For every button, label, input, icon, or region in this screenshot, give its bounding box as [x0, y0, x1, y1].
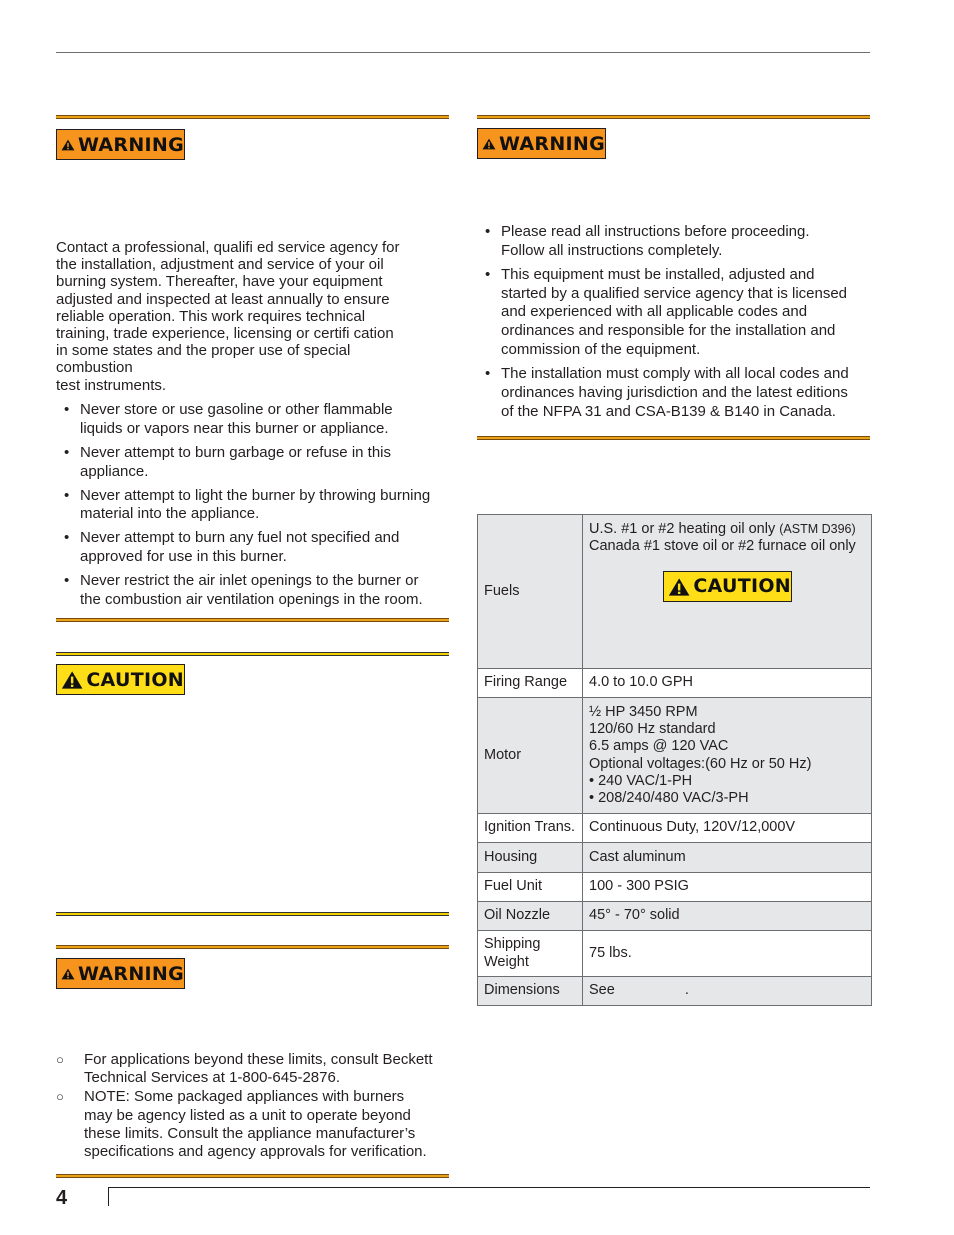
list-item-line: NOTE: Some packaged appliances with burners	[84, 1088, 405, 1106]
bullet-marker: •	[485, 265, 491, 283]
table-row-shipping-weight	[478, 931, 872, 977]
caution-rule-bottom	[56, 912, 449, 916]
warning-paragraph-line: test instruments.	[56, 376, 167, 394]
warning2-rule-bottom	[56, 1174, 449, 1178]
bullet-marker: •	[64, 401, 70, 418]
bullet-marker: •	[64, 486, 70, 504]
motor-value	[583, 698, 872, 814]
list-item-line: Never restrict the air inlet openings to the burner or	[80, 572, 419, 590]
fuels-line-1: U.S. #1 or #2 heating oil only	[589, 521, 780, 537]
list-item-line: Never attempt to burn garbage or refuse in this	[80, 443, 392, 461]
list-item	[56, 1088, 451, 1161]
list-item-line: The installation must comply with all local codes and	[501, 364, 849, 382]
caution-badge	[56, 664, 185, 695]
warning-paragraph-line: burning system. Thereafter, have your equipment	[56, 273, 383, 291]
shipping-weight-label	[478, 931, 583, 977]
fuels-caution-label: CAUTION	[693, 574, 791, 597]
list-item-line: ordinances having jurisdiction and the latest editions	[501, 383, 848, 401]
right-warning-badge-label: WARNING	[498, 132, 605, 155]
fuels-standard: (ASTM D396)	[779, 522, 856, 536]
ignition-value: Continuous Duty, 120V/12,000V	[583, 814, 872, 843]
list-item-line: these limits. Consult the appliance manufacturer’s	[84, 1124, 416, 1142]
housing-value: Cast aluminum	[583, 843, 872, 873]
warning-triangle-icon	[61, 134, 75, 156]
warning-paragraph-line: training, trade experience, licensing or certifi cation	[56, 325, 394, 343]
oil-nozzle-label: Oil Nozzle	[478, 902, 583, 931]
list-item-line: ordinances and responsible for the installation and	[501, 322, 836, 340]
warning-triangle-icon	[61, 669, 83, 691]
table-row-fuels	[478, 515, 872, 669]
warning2-badge	[56, 958, 185, 989]
firing-range-label: Firing Range	[478, 669, 583, 698]
fuels-value	[583, 515, 872, 669]
motor-value-line: Optional voltages:(60 Hz or 50 Hz)	[589, 755, 812, 772]
right-warning-rule-bottom	[477, 436, 870, 440]
dimensions-period: .	[684, 982, 689, 999]
table-row-housing	[478, 843, 872, 873]
list-item-line: of the NFPA 31 and CSA-B139 & B140 in Canada.	[501, 402, 836, 420]
list-item	[56, 529, 451, 567]
list-item-line: Technical Services at 1-800-645-2876.	[84, 1069, 340, 1087]
warning-triangle-icon	[668, 576, 690, 598]
page-number: 4	[56, 1187, 68, 1209]
warning-triangle-icon	[61, 963, 75, 985]
list-item-line: started by a qualified service agency that is licensed	[501, 284, 848, 302]
warning-badge	[56, 129, 185, 160]
list-item-line: This equipment must be installed, adjusted and	[501, 265, 815, 283]
list-item-line: Never attempt to light the burner by throwing burning	[80, 486, 431, 504]
list-item-line: Never attempt to burn any fuel not specified and	[80, 529, 400, 547]
shipping-label-line-1: Shipping	[484, 936, 541, 953]
list-item-line: liquids or vapors near this burner or appliance.	[80, 419, 389, 437]
caution-rule-top	[56, 652, 449, 656]
oil-nozzle-value: 45° - 70° solid	[583, 902, 872, 931]
table-row-ignition	[478, 814, 872, 843]
list-item-line: Never store or use gasoline or other flammable	[80, 401, 393, 418]
motor-value-line: 6.5 amps @ 120 VAC	[589, 738, 729, 755]
firing-range-value: 4.0 to 10.0 GPH	[583, 669, 872, 698]
table-row-dimensions	[478, 977, 872, 1006]
footer-divider	[108, 1187, 109, 1206]
list-item	[477, 365, 872, 421]
caution-badge-label: CAUTION	[86, 668, 184, 691]
specifications-table	[477, 514, 872, 1006]
motor-label: Motor	[478, 698, 583, 814]
bullet-marker: •	[64, 529, 70, 547]
list-item	[56, 444, 451, 482]
warning-paragraph-line: combustion	[56, 359, 133, 377]
footer-rule	[108, 1187, 870, 1188]
motor-value-line: 120/60 Hz standard	[589, 721, 716, 738]
shipping-weight-value: 75 lbs.	[583, 931, 872, 977]
right-warning-bullet-list	[477, 223, 872, 427]
dimensions-see: See	[589, 982, 615, 999]
right-warning-badge	[477, 128, 606, 159]
list-item-line: may be agency listed as a unit to operate beyond	[84, 1106, 411, 1124]
warning-paragraph	[56, 239, 446, 394]
list-item-line: Please read all instructions before proceeding.	[501, 223, 810, 240]
right-warning-rule-top	[477, 115, 870, 119]
bullet-marker: •	[485, 364, 491, 382]
list-item-line: commission of the equipment.	[501, 340, 701, 358]
list-item-line: material into the appliance.	[80, 505, 260, 523]
motor-value-line: ½ HP 3450 RPM	[589, 703, 698, 720]
bullet-marker: •	[64, 443, 70, 461]
list-item	[56, 487, 451, 525]
list-item-line: specifications and agency approvals for verification.	[84, 1143, 427, 1161]
warning-triangle-icon	[482, 133, 496, 155]
table-row-firing-range	[478, 669, 872, 698]
table-row-oil-nozzle	[478, 902, 872, 931]
list-item-line: and experienced with all applicable codes and	[501, 303, 808, 321]
table-row-fuel-unit	[478, 873, 872, 902]
motor-value-line: • 240 VAC/1-PH	[589, 772, 693, 789]
warning-rule-top	[56, 115, 449, 119]
list-item-line: approved for use in this burner.	[80, 548, 287, 566]
fuels-label: Fuels	[478, 515, 583, 669]
ignition-label: Ignition Trans.	[478, 814, 583, 843]
dimensions-value	[583, 977, 872, 1006]
fuels-line-2: Canada #1 stove oil or #2 furnace oil only	[589, 538, 856, 555]
motor-value-line: • 208/240/480 VAC/3-PH	[589, 789, 749, 806]
warning-badge-label: WARNING	[77, 133, 184, 156]
list-item-line: Follow all instructions completely.	[501, 241, 723, 259]
bullet-marker: •	[485, 223, 491, 240]
warning-paragraph-line: adjusted and inspected at least annually to ensure	[56, 290, 390, 308]
list-item	[477, 223, 872, 261]
warning-bullet-list	[56, 401, 451, 615]
table-row-motor	[478, 698, 872, 814]
warning-paragraph-line: the installation, adjustment and service of your oil	[56, 256, 384, 274]
fuel-unit-value: 100 - 300 PSIG	[583, 873, 872, 902]
housing-label: Housing	[478, 843, 583, 873]
dimensions-label: Dimensions	[478, 977, 583, 1006]
list-item-line: For applications beyond these limits, consult Beckett	[84, 1051, 433, 1068]
bullet-marker: ○	[56, 1089, 64, 1105]
list-item	[477, 266, 872, 360]
warning2-badge-label: WARNING	[77, 962, 184, 985]
warning2-list	[56, 1051, 451, 1162]
list-item	[56, 1051, 451, 1087]
list-item	[56, 572, 451, 610]
list-item-line: the combustion air ventilation openings in the room.	[80, 590, 423, 608]
warning-rule-bottom	[56, 618, 449, 622]
bullet-marker: •	[64, 572, 70, 590]
shipping-label-line-2: Weight	[484, 953, 529, 970]
fuel-unit-label: Fuel Unit	[478, 873, 583, 902]
warning-paragraph-line: in some states and the proper use of special	[56, 342, 351, 360]
fuels-caution-badge	[663, 571, 792, 602]
header-rule	[56, 52, 870, 53]
warning-paragraph-line: Contact a professional, qualifi ed service agency for	[56, 239, 400, 256]
warning2-rule-top	[56, 945, 449, 949]
bullet-marker: ○	[56, 1052, 64, 1067]
list-item-line: appliance.	[80, 462, 149, 480]
warning-paragraph-line: reliable operation. This work requires technical	[56, 307, 366, 325]
list-item	[56, 401, 451, 439]
